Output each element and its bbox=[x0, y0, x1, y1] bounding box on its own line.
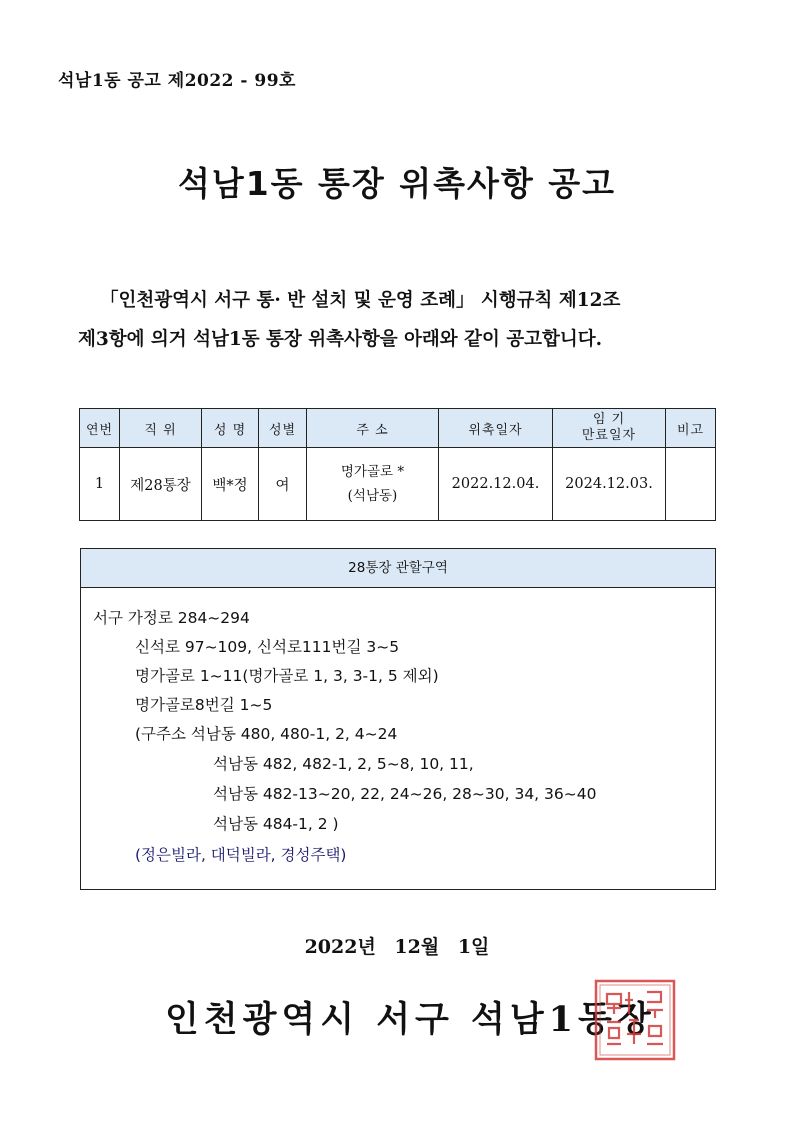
signer-name: 인천광역시 서구 석남1동장 bbox=[165, 999, 656, 1040]
cell-address-line1: 명가골로 * bbox=[340, 464, 405, 480]
cell-address-line2: (석남동) bbox=[347, 488, 398, 504]
cell-remarks bbox=[666, 448, 716, 521]
jurisdiction-line: 석남동 484-1, 2 ) bbox=[213, 815, 339, 833]
cell-gender: 여 bbox=[259, 448, 307, 521]
cell-position: 제28통장 bbox=[120, 448, 202, 521]
official-seal-icon bbox=[591, 976, 679, 1064]
cell-name: 백*정 bbox=[202, 448, 259, 521]
cell-expiry-date: 2024.12.03. bbox=[553, 448, 666, 521]
jurisdiction-line: 명가골로 1~11(명가골로 1, 3, 3-1, 5 제외) bbox=[135, 667, 439, 685]
page-title: 석남1동 통장 위촉사항 공고 bbox=[177, 164, 617, 203]
cell-no: 1 bbox=[80, 448, 120, 521]
table-row bbox=[80, 448, 716, 521]
issue-date: 2022년 12월 1일 bbox=[304, 936, 490, 958]
header-term bbox=[553, 409, 666, 448]
jurisdiction-box bbox=[80, 548, 716, 890]
jurisdiction-line: (구주소 석남동 480, 480-1, 2, 4~24 bbox=[135, 725, 398, 743]
jurisdiction-line: 신석로 97~109, 신석로111번길 3~5 bbox=[135, 638, 400, 656]
cell-appointed-date: 2022.12.04. bbox=[439, 448, 553, 521]
body-line-1: 「인천광역시 서구 통· 반 설치 및 운영 조례」 시행규칙 제12조 bbox=[100, 290, 621, 311]
header-term-bottom: 만료일자 bbox=[581, 428, 637, 443]
header-remarks: 비고 bbox=[666, 409, 716, 448]
jurisdiction-note: (정은빌라, 대덕빌라, 경성주택) bbox=[135, 846, 347, 864]
header-address: 주 소 bbox=[307, 409, 439, 448]
header-position: 직 위 bbox=[120, 409, 202, 448]
body-line-2: 제3항에 의거 석남1동 통장 위촉사항을 아래와 같이 공고합니다. bbox=[78, 329, 603, 350]
header-name: 성 명 bbox=[202, 409, 259, 448]
header-no: 연번 bbox=[80, 409, 120, 448]
appointment-table bbox=[79, 408, 716, 521]
notice-number: 석남1동 공고 제2022 - 99호 bbox=[58, 71, 296, 91]
cell-address bbox=[307, 448, 439, 521]
jurisdiction-line: 명가골로8번길 1~5 bbox=[135, 696, 273, 714]
header-appointed-date: 위촉일자 bbox=[439, 409, 553, 448]
jurisdiction-line: 석남동 482-13~20, 22, 24~26, 28~30, 34, 36~40 bbox=[213, 785, 597, 803]
jurisdiction-line: 서구 가정로 284~294 bbox=[93, 609, 250, 627]
jurisdiction-line: 석남동 482, 482-1, 2, 5~8, 10, 11, bbox=[213, 755, 474, 773]
header-gender: 성별 bbox=[259, 409, 307, 448]
header-term-top: 임 기 bbox=[592, 412, 626, 427]
jurisdiction-heading: 28통장 관할구역 bbox=[81, 549, 715, 588]
table-header-row bbox=[80, 409, 716, 448]
